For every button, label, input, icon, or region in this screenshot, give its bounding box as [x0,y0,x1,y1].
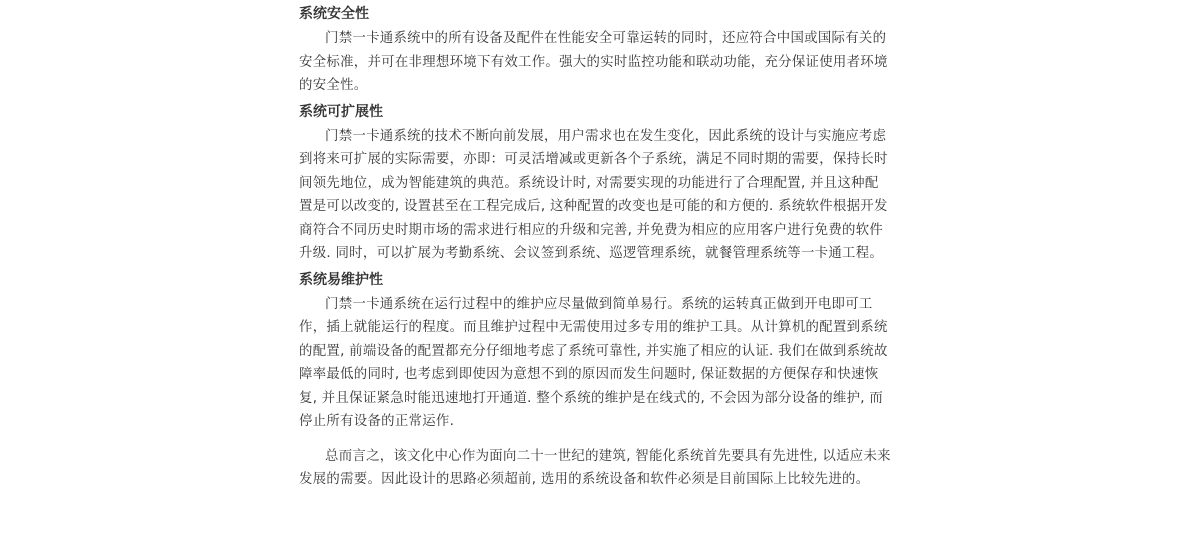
section-title-extensibility: 系统可扩展性 [299,103,383,120]
paragraph-maintainability: 门禁一卡通系统在运行过程中的维护应尽量做到简单易行。系统的运转真正做到开电即可工作，插上就能运行的程度。而且维护过程中无需使用过多专用的维护工具。从计算机的配置到系统的配置, 前端设备的配置都充分仔细地考虑了系统可靠性, 并实施了相应的认证. 我们在做到系统故障率最低的同时, 也考虑到即使因为意想不到的原因而发生问题时, 保证数据的方便保存和快速恢复, 并且保证紧急时能迅速地打开通道. 整个系统的维护是在线式的, 不会因为部分设备的维护, 而停止所有设备的正常运作. [299,296,888,429]
section-title-safety: 系统安全性 [299,6,369,22]
section-title-maintainability: 系统易维护性 [299,271,383,288]
section-maintainability [299,271,891,434]
section-safety [299,5,891,98]
paragraph-extensibility: 门禁一卡通系统的技术不断向前发展，用户需求也在发生变化，因此系统的设计与实施应考虑到将来可扩展的实际需要，亦即：可灵活增减或更新各个子系统，满足不同时期的需要，保持长时间领先地位，成为智能建筑的典范。系统设计时, 对需要实现的功能进行了合理配置, 并且这种配置是可以改变的, 设置甚至在工程完成后, 这种配置的改变也是可能的和方便的. 系统软件根据开发商符合不同历史时期市场的需求进行相应的升级和完善, 并免费为相应的应用客户进行免费的软件升级. 同时，可以扩展为考勤系统、会议签到系统、巡逻管理系统，就餐管理系统等一卡通工程。 [299,128,888,261]
article-body [299,0,891,496]
section-extensibility [299,103,891,266]
paragraph-safety: 门禁一卡通系统中的所有设备及配件在性能安全可靠运转的同时，还应符合中国或国际有关的安全标准，并可在非理想环境下有效工作。强大的实时监控功能和联动功能，充分保证使用者环境的安全性。 [299,31,888,93]
paragraph-conclusion: 总而言之，该文化中心作为面向二十一世纪的建筑, 智能化系统首先要具有先进性, 以适应未来发展的需要。因此设计的思路必须超前, 选用的系统设备和软件必须是目前国际上比较先进的。 [299,448,891,487]
